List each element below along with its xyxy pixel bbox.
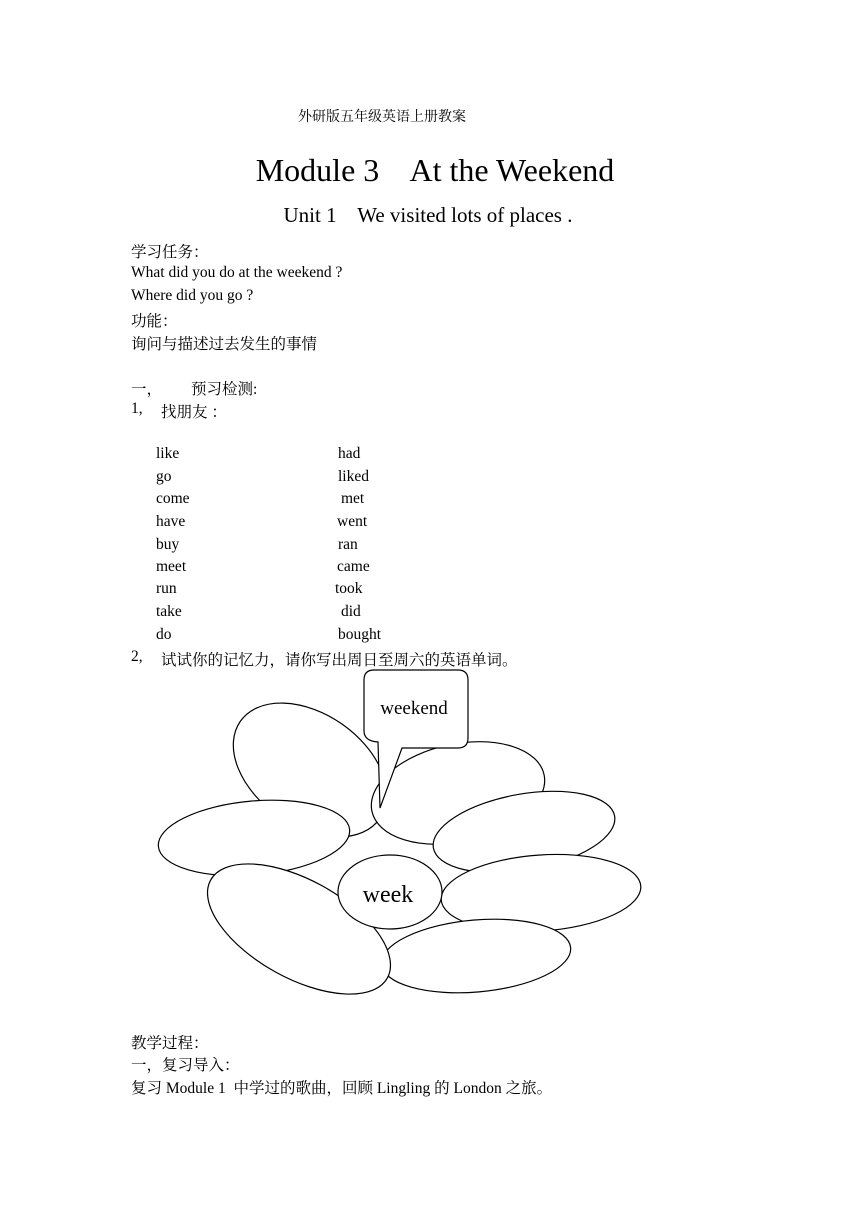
- tasks-label: 学习任务：: [131, 244, 209, 261]
- word-left: have: [156, 513, 186, 530]
- word-left: do: [156, 626, 172, 643]
- task2-number: 2,: [131, 648, 143, 665]
- word-left: come: [156, 490, 190, 507]
- unit-title: Unit 1 We visited lots of places .: [283, 203, 573, 227]
- task2-title: 试试你的记忆力，请你写出周日至周六的英语单词。: [161, 652, 518, 669]
- function-label: 功能：: [131, 313, 178, 330]
- task-question-1: What did you do at the weekend ?: [131, 264, 343, 281]
- module-title: Module 3 At the Weekend: [255, 152, 615, 188]
- function-text: 询问与描述过去发生的事情: [131, 336, 318, 353]
- bubble-label: weekend: [380, 698, 448, 719]
- word-left: run: [156, 580, 177, 597]
- process-step1: 一，复习导入：: [131, 1057, 240, 1074]
- task-question-2: Where did you go ?: [131, 287, 254, 304]
- word-right: liked: [338, 468, 369, 485]
- word-right: went: [337, 513, 368, 530]
- word-left: take: [156, 603, 182, 620]
- word-right: did: [341, 603, 361, 620]
- word-left: like: [156, 445, 180, 462]
- word-right: ran: [338, 536, 358, 553]
- word-left: go: [156, 468, 172, 485]
- section-title: 预习检测:: [191, 381, 258, 398]
- word-right: had: [338, 445, 361, 462]
- process-step1-text: 复习 Module 1 中学过的歌曲，回顾 Lingling 的 London 之旅。: [131, 1080, 553, 1097]
- task1-title: 找朋友 ：: [161, 404, 227, 421]
- word-right: met: [341, 490, 365, 507]
- word-right: bought: [338, 626, 382, 643]
- process-label: 教学过程：: [131, 1035, 209, 1052]
- word-left: meet: [156, 558, 187, 575]
- section-number: 一，: [131, 381, 163, 398]
- word-right: came: [337, 558, 370, 575]
- word-left: buy: [156, 536, 180, 553]
- center-label: week: [362, 882, 414, 908]
- task1-number: 1,: [131, 400, 143, 417]
- document-header: 外研版五年级英语上册教案: [298, 110, 466, 125]
- word-right: took: [335, 580, 363, 597]
